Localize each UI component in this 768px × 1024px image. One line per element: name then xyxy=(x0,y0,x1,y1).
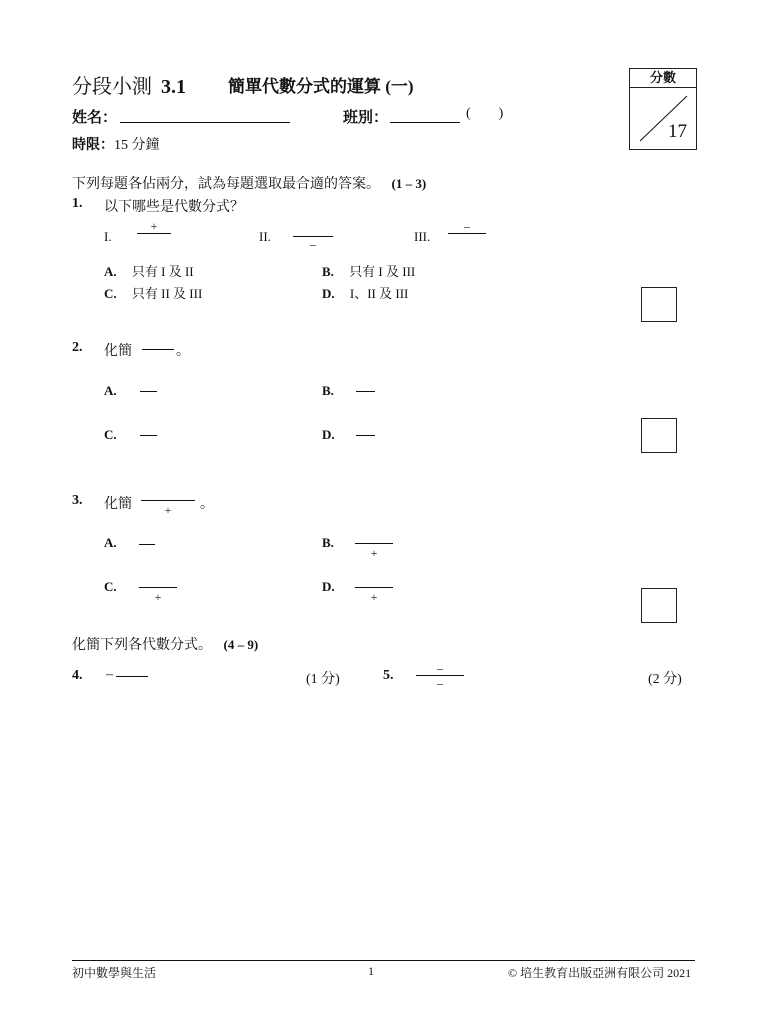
q2-end: 。 xyxy=(176,344,190,359)
sa-range: (4 – 9) xyxy=(223,637,259,652)
q3-option-b-letter[interactable]: B. xyxy=(322,535,334,550)
footer-rule xyxy=(72,960,695,961)
q3-option-b-fraction xyxy=(355,530,393,562)
q4-marks: (1 分) xyxy=(306,672,340,687)
q5-number: 5. xyxy=(383,668,394,683)
q1-text: 以下哪些是代數分式？ xyxy=(104,200,244,215)
q2-text: 化簡 xyxy=(104,344,132,359)
q2-option-a-bar xyxy=(140,391,157,392)
q1-item-ii-denominator: – xyxy=(310,237,316,251)
quiz-label: 分段小測 xyxy=(72,76,152,98)
q5-fraction xyxy=(416,662,464,692)
q3-option-d-letter[interactable]: D. xyxy=(322,579,335,594)
q2-option-d-letter[interactable]: D. xyxy=(322,427,335,442)
q1-item-ii-fraction xyxy=(293,223,333,251)
q3-end: 。 xyxy=(200,497,214,512)
q1-number: 1. xyxy=(72,196,83,211)
q3-stem-fraction xyxy=(141,487,195,519)
q3-option-a-bar xyxy=(139,544,155,545)
q2-option-b-bar xyxy=(356,391,375,392)
q1-answer-box[interactable] xyxy=(641,287,677,322)
q2-number: 2. xyxy=(72,340,83,355)
page-title xyxy=(72,70,186,99)
fraction-bar xyxy=(141,500,195,501)
q4-fraction-bar xyxy=(116,676,148,677)
q1-item-iii-numerator: – xyxy=(464,219,470,233)
q1-item-ii-label: II. xyxy=(259,229,271,244)
q3-option-d-fraction xyxy=(355,574,393,606)
fraction-bar xyxy=(137,233,171,234)
class-field[interactable] xyxy=(390,122,460,123)
q3-option-a-letter[interactable]: A. xyxy=(104,535,117,550)
score-label: 分數 xyxy=(630,69,696,88)
q3-option-c-letter[interactable]: C. xyxy=(104,579,117,594)
class-number-paren: ( ) xyxy=(466,106,504,121)
option-text: 只有 I 及 II xyxy=(131,264,194,279)
sa-instruction-text: 化簡下列各代數分式。 xyxy=(72,638,212,653)
q1-option-b[interactable] xyxy=(322,261,415,280)
q1-item-iii-fraction xyxy=(448,220,486,248)
q1-item-iii-label: III. xyxy=(414,229,431,244)
q4-prefix: – xyxy=(106,667,113,682)
mc-instruction xyxy=(72,173,426,193)
q3-answer-box[interactable] xyxy=(641,588,677,623)
q2-fraction-bar xyxy=(142,349,174,350)
option-letter: C. xyxy=(104,286,117,301)
q1-option-d[interactable] xyxy=(322,283,408,302)
time-limit xyxy=(72,134,160,154)
time-value: 15 分鐘 xyxy=(114,138,160,153)
q1-option-c[interactable] xyxy=(104,283,202,302)
q2-option-a-letter[interactable]: A. xyxy=(104,383,117,398)
q4-number: 4. xyxy=(72,668,83,683)
page-number: 1 xyxy=(368,964,374,978)
fraction-bar xyxy=(355,587,393,588)
sa-instruction xyxy=(72,634,258,654)
q3-option-b-denominator: + xyxy=(370,546,378,560)
q3-text: 化簡 xyxy=(104,497,132,512)
q2-option-c-letter[interactable]: C. xyxy=(104,427,117,442)
footer-book-title: 初中數學與生活 xyxy=(72,966,157,980)
score-total: 17 xyxy=(668,121,687,142)
option-letter: B. xyxy=(322,264,334,279)
q1-item-i-fraction xyxy=(137,220,171,248)
q5-numerator: – xyxy=(437,661,443,675)
q3-option-c-fraction xyxy=(139,574,177,606)
q1-item-i-label: I. xyxy=(104,229,112,244)
option-letter: A. xyxy=(104,264,117,279)
mc-instruction-text: 下列每題各佔兩分，試為每題選取最合適的答案。 xyxy=(72,177,380,192)
option-text: I、II 及 III xyxy=(349,286,409,301)
time-label: 時限： xyxy=(72,138,114,153)
q3-option-c-denominator: + xyxy=(154,590,162,604)
score-box xyxy=(629,68,697,150)
q2-stem xyxy=(104,340,132,360)
name-field[interactable] xyxy=(120,122,290,123)
option-text: 只有 II 及 III xyxy=(131,286,203,301)
option-text: 只有 I 及 III xyxy=(349,264,416,279)
q3-stem-denominator: + xyxy=(164,503,172,517)
name-label: 姓名： xyxy=(72,110,118,126)
q1-item-i-numerator: + xyxy=(150,219,158,233)
q2-answer-box[interactable] xyxy=(641,418,677,453)
fraction-bar xyxy=(355,543,393,544)
class-label: 班別： xyxy=(343,110,389,126)
option-letter: D. xyxy=(322,286,335,301)
quiz-number: 3.1 xyxy=(161,76,186,98)
quiz-title: 簡單代數分式的運算 (一) xyxy=(228,77,414,96)
mc-range: (1 – 3) xyxy=(391,176,427,191)
q3-option-d-denominator: + xyxy=(370,590,378,604)
q1-option-a[interactable] xyxy=(104,261,194,280)
q5-marks: (2 分) xyxy=(648,672,682,687)
q3-number: 3. xyxy=(72,493,83,508)
fraction-bar xyxy=(139,587,177,588)
footer-copyright: © 培生教育出版亞洲有限公司 2021 xyxy=(508,966,692,980)
fraction-bar xyxy=(448,233,486,234)
q2-option-c-bar xyxy=(140,435,157,436)
q5-denominator: – xyxy=(437,676,443,690)
q2-option-d-bar xyxy=(356,435,375,436)
q2-option-b-letter[interactable]: B. xyxy=(322,383,334,398)
